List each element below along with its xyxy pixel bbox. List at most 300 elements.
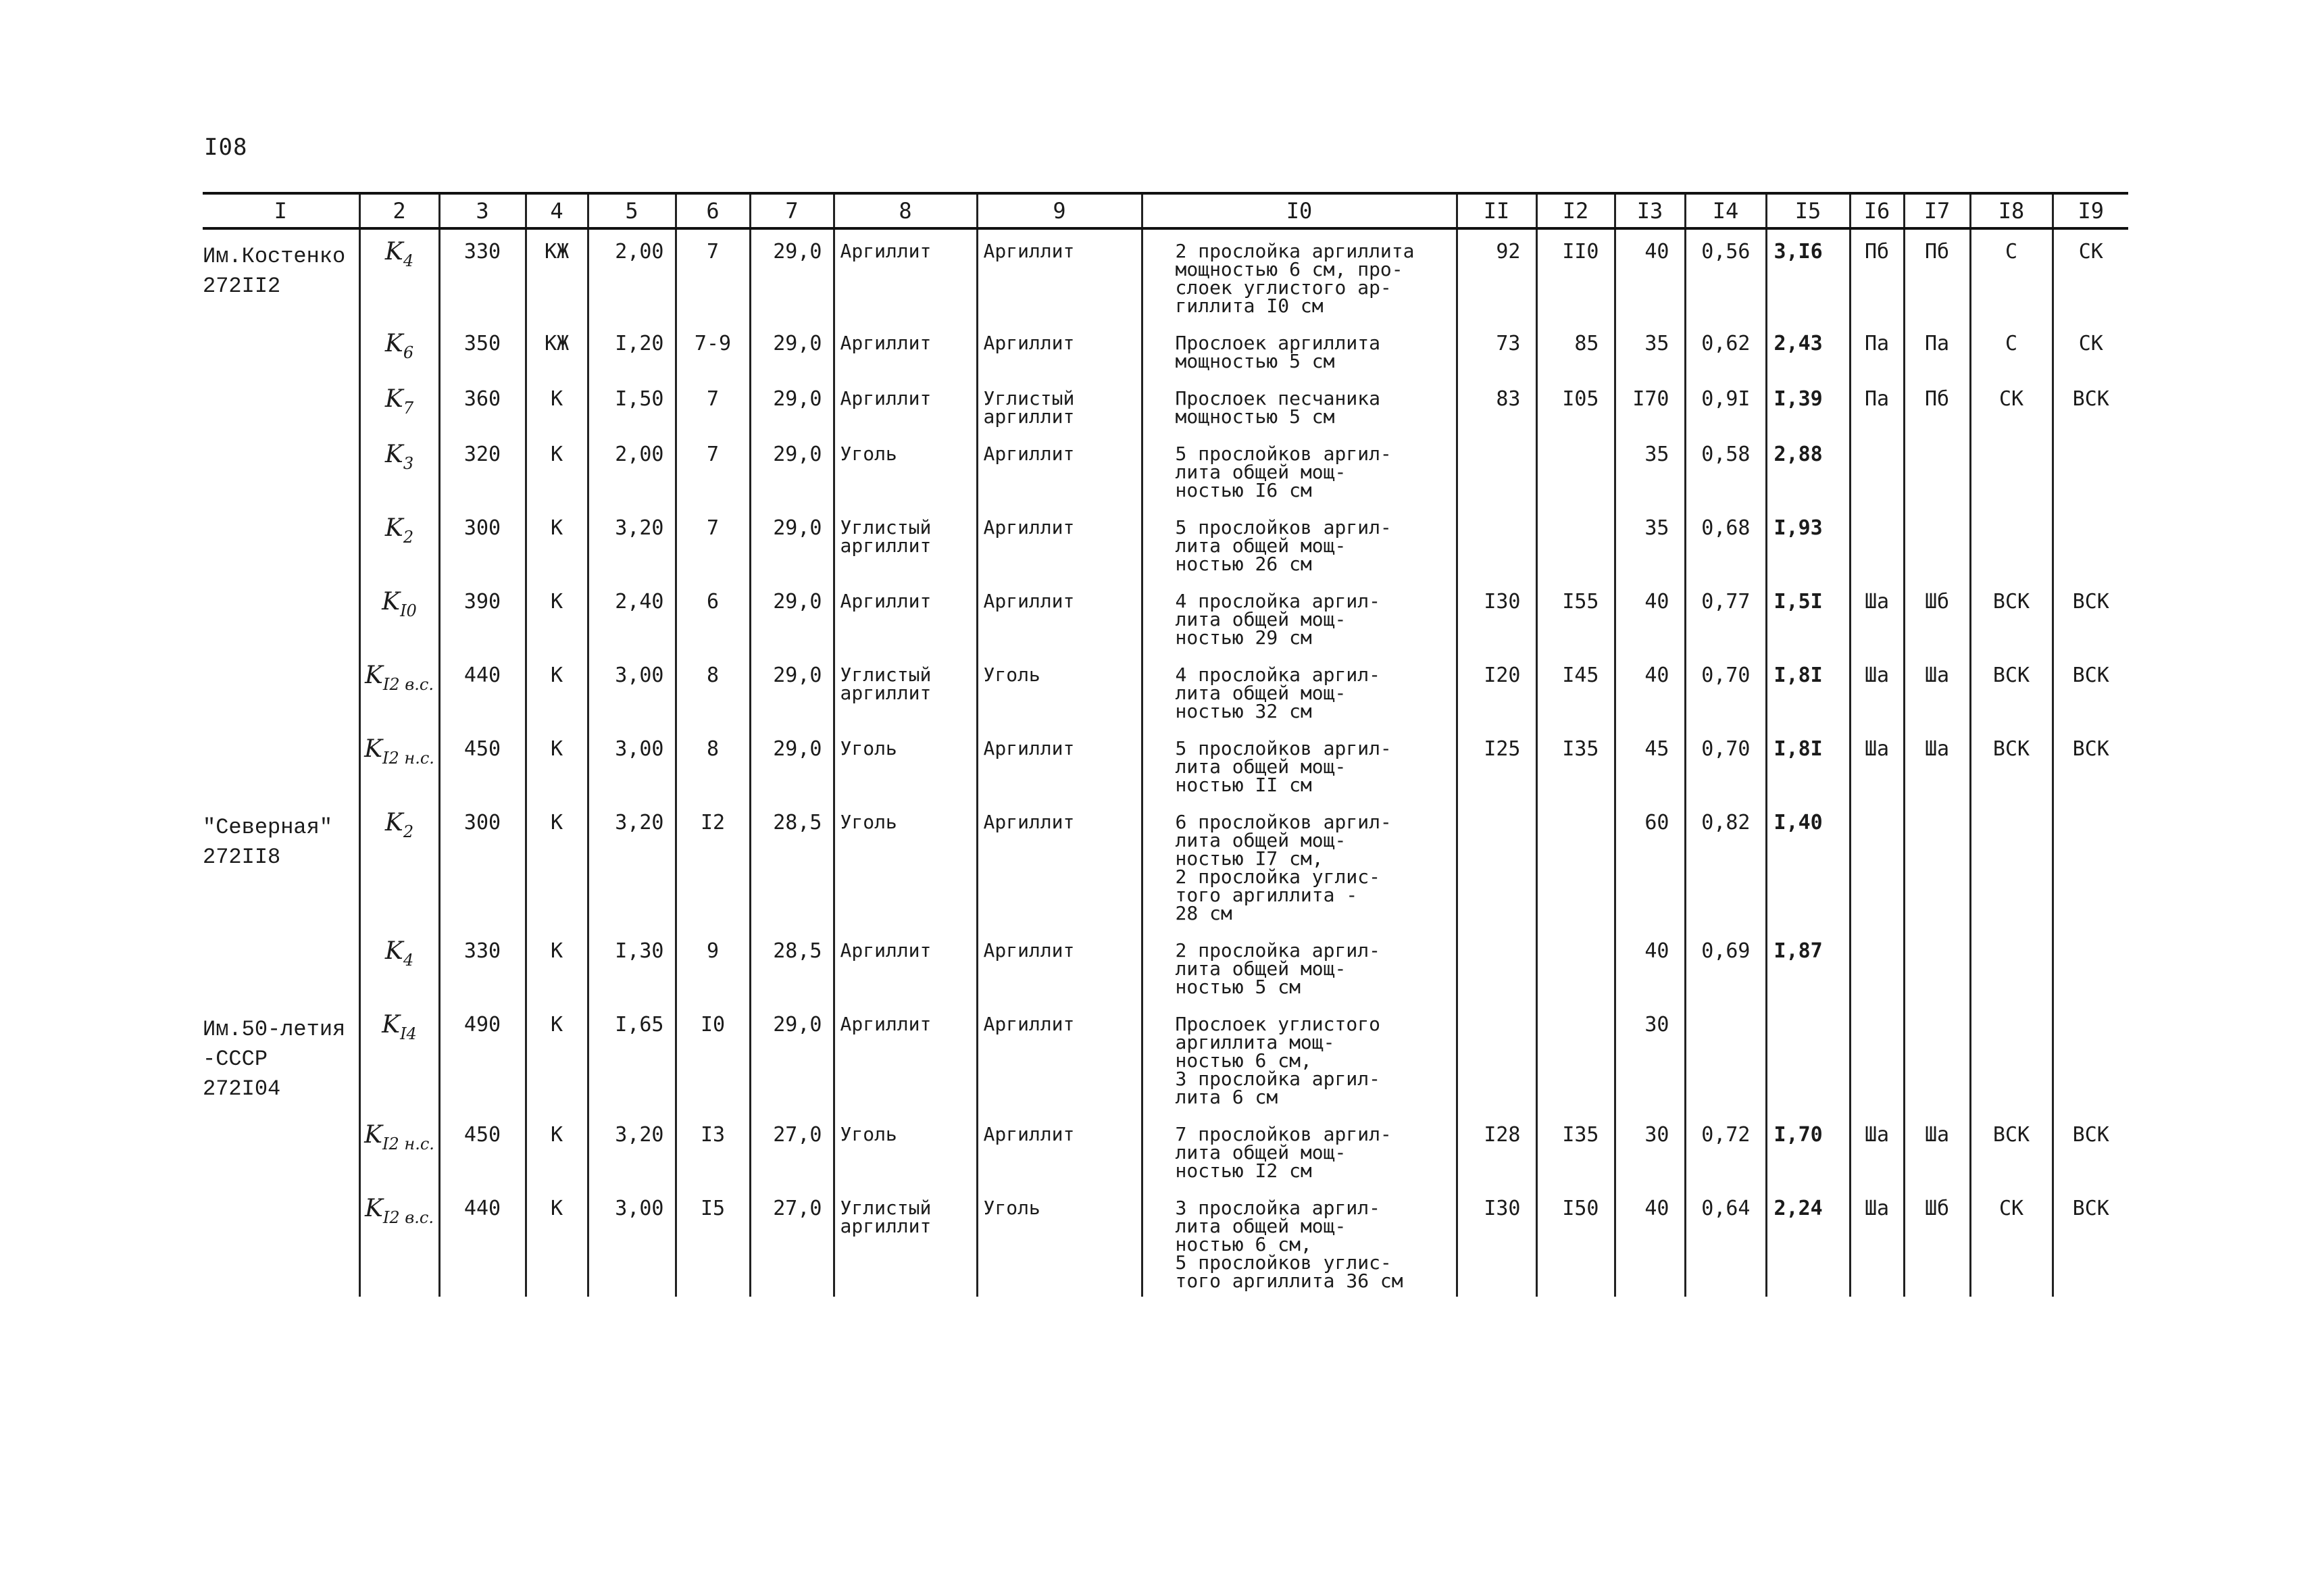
table-cell-c6: 7 [676, 432, 750, 506]
table-cell-c12 [1536, 1003, 1615, 1113]
table-cell-c6: 7 [676, 377, 750, 432]
table-cell-c14: 0,68 [1685, 506, 1766, 580]
table-cell-c11: 83 [1457, 377, 1536, 432]
header-row [203, 193, 2128, 228]
column-header-5: 5 [588, 193, 676, 228]
column-header-10: I0 [1142, 193, 1457, 228]
data-table [203, 192, 2128, 1297]
table-cell-c7: 29,0 [750, 727, 834, 801]
table-cell-c17 [1904, 1003, 1970, 1113]
table-cell-c18: ВСК [1970, 580, 2053, 653]
seam-subscript: I2 н.с. [382, 749, 434, 768]
column-header-4: 4 [526, 193, 588, 228]
table-cell-c5: 3,00 [588, 1187, 676, 1297]
table-cell-c5: 2,00 [588, 432, 676, 506]
table-cell-c10: 5 прослойков аргил- лита общей мощ- ностью 26 см [1142, 506, 1457, 580]
table-cell-c16: Ша [1850, 1113, 1904, 1187]
table-cell-c17: Па [1904, 322, 1970, 377]
table-cell-c18 [1970, 432, 2053, 506]
table-cell-c13: 40 [1615, 228, 1685, 322]
table-cell-c4: КЖ [526, 322, 588, 377]
seam-index-cell [359, 929, 439, 1003]
table-cell-c7: 27,0 [750, 1187, 834, 1297]
column-header-11: II [1457, 193, 1536, 228]
table-cell-c16: Пб [1850, 228, 1904, 322]
seam-letter: K [382, 1011, 401, 1039]
table-cell-c19: СК [2053, 322, 2128, 377]
table-cell-c11 [1457, 432, 1536, 506]
table-cell-c16: Па [1850, 377, 1904, 432]
table-cell-c6: I5 [676, 1187, 750, 1297]
table-cell-c4: КЖ [526, 228, 588, 322]
table-cell-c19 [2053, 506, 2128, 580]
table-cell-c17: Шб [1904, 580, 1970, 653]
seam-letter: K [384, 441, 403, 468]
table-cell-c19 [2053, 1003, 2128, 1113]
table-cell-c15: I,8I [1766, 653, 1850, 727]
table-cell-c3: 440 [439, 653, 526, 727]
table-cell-c15: 3,I6 [1766, 228, 1850, 322]
column-header-1: I [203, 193, 359, 228]
table-cell-c8: Углистый аргиллит [834, 653, 977, 727]
table-cell-c1 [203, 1187, 359, 1297]
column-header-12: I2 [1536, 193, 1615, 228]
table-cell-c14: 0,70 [1685, 653, 1766, 727]
table-cell-c11 [1457, 506, 1536, 580]
seam-index-cell [359, 653, 439, 727]
column-header-8: 8 [834, 193, 977, 228]
table-cell-c15: I,87 [1766, 929, 1850, 1003]
table-cell-c9: Аргиллит [977, 580, 1142, 653]
table-cell-c6: I2 [676, 801, 750, 929]
table-cell-c7: 29,0 [750, 653, 834, 727]
seam-letter: K [384, 809, 403, 837]
table-cell-c15: I,40 [1766, 801, 1850, 929]
seam-letter: K [384, 238, 403, 266]
table-cell-c8: Аргиллит [834, 1003, 977, 1113]
table-cell-c9: Аргиллит [977, 1003, 1142, 1113]
data-table-container [203, 192, 2128, 1341]
seam-index-cell [359, 432, 439, 506]
table-cell-c18 [1970, 1003, 2053, 1113]
table-cell-c9: Аргиллит [977, 432, 1142, 506]
table-cell-c5: 3,20 [588, 801, 676, 929]
table-cell-c13: 40 [1615, 580, 1685, 653]
table-row [203, 228, 2128, 322]
table-cell-c15: 2,24 [1766, 1187, 1850, 1297]
table-cell-c13: 30 [1615, 1113, 1685, 1187]
table-cell-c7: 29,0 [750, 506, 834, 580]
seam-index-cell [359, 322, 439, 377]
table-cell-c15 [1766, 1003, 1850, 1113]
table-cell-c16 [1850, 929, 1904, 1003]
table-cell-c10: 2 прослойка аргил- лита общей мощ- ностью 5 см [1142, 929, 1457, 1003]
table-cell-c12: II0 [1536, 228, 1615, 322]
table-cell-c3: 450 [439, 727, 526, 801]
table-cell-c3: 330 [439, 228, 526, 322]
table-cell-c11 [1457, 801, 1536, 929]
table-cell-c4: К [526, 506, 588, 580]
table-cell-c18: ВСК [1970, 727, 2053, 801]
table-cell-c6: 7-9 [676, 322, 750, 377]
table-cell-c1 [203, 1113, 359, 1187]
table-cell-c14: 0,64 [1685, 1187, 1766, 1297]
seam-index-cell [359, 801, 439, 929]
table-cell-c10: 4 прослойка аргил- лита общей мощ- ностью 29 см [1142, 580, 1457, 653]
table-cell-c10: 6 прослойков аргил- лита общей мощ- ностью I7 см, 2 прослойка углис- того аргиллита - 28 см [1142, 801, 1457, 929]
table-cell-c5: 3,20 [588, 506, 676, 580]
page-number: I08 [204, 134, 248, 161]
table-cell-c19: ВСК [2053, 377, 2128, 432]
table-cell-c18: СК [1970, 1187, 2053, 1297]
seam-letter: K [384, 385, 403, 413]
table-cell-c3: 300 [439, 506, 526, 580]
table-cell-c10: 4 прослойка аргил- лита общей мощ- ностью 32 см [1142, 653, 1457, 727]
seam-subscript: I0 [400, 601, 417, 620]
table-cell-c11 [1457, 1003, 1536, 1113]
table-cell-c7: 29,0 [750, 580, 834, 653]
table-cell-c8: Углистый аргиллит [834, 506, 977, 580]
table-cell-c15: I,5I [1766, 580, 1850, 653]
table-cell-c1 [203, 432, 359, 506]
table-cell-c19: ВСК [2053, 653, 2128, 727]
table-cell-c5: 3,00 [588, 727, 676, 801]
table-cell-c19: ВСК [2053, 1113, 2128, 1187]
table-cell-c12 [1536, 801, 1615, 929]
table-cell-c12 [1536, 929, 1615, 1003]
table-cell-c3: 330 [439, 929, 526, 1003]
table-cell-c12: I50 [1536, 1187, 1615, 1297]
table-cell-c19: ВСК [2053, 727, 2128, 801]
table-cell-c13: 40 [1615, 1187, 1685, 1297]
table-cell-c6: I0 [676, 1003, 750, 1113]
table-cell-c17: Шб [1904, 1187, 1970, 1297]
table-cell-c14: 0,9I [1685, 377, 1766, 432]
table-cell-c3: 390 [439, 580, 526, 653]
table-cell-c1: Им.Костенко 272II2 [203, 244, 346, 299]
table-cell-c17: Пб [1904, 228, 1970, 322]
table-cell-c4: К [526, 1113, 588, 1187]
table-row [203, 727, 2128, 801]
table-cell-c11: 73 [1457, 322, 1536, 377]
table-cell-c11: 92 [1457, 228, 1536, 322]
seam-letter: K [365, 662, 383, 689]
table-cell-c16 [1850, 432, 1904, 506]
table-cell-c7: 29,0 [750, 377, 834, 432]
column-header-13: I3 [1615, 193, 1685, 228]
table-cell-c8: Аргиллит [834, 322, 977, 377]
table-cell-c13: 45 [1615, 727, 1685, 801]
column-header-16: I6 [1850, 193, 1904, 228]
seam-subscript: 2 [403, 822, 414, 841]
table-cell-c9: Углистый аргиллит [977, 377, 1142, 432]
table-cell-c13: 60 [1615, 801, 1685, 929]
table-row [203, 506, 2128, 580]
table-cell-c8: Углистый аргиллит [834, 1187, 977, 1297]
table-cell-c3: 440 [439, 1187, 526, 1297]
column-header-9: 9 [977, 193, 1142, 228]
table-cell-c17: Пб [1904, 377, 1970, 432]
table-cell-c4: К [526, 727, 588, 801]
table-row [203, 1187, 2128, 1297]
table-cell-c15: I,70 [1766, 1113, 1850, 1187]
table-cell-c10: 5 прослойков аргил- лита общей мощ- ностью I6 см [1142, 432, 1457, 506]
table-cell-c17 [1904, 929, 1970, 1003]
table-cell-c1 [203, 322, 359, 377]
table-cell-c12: I55 [1536, 580, 1615, 653]
table-cell-c1 [203, 653, 359, 727]
table-cell-c10: Прослоек углистого аргиллита мощ- ностью 6 см, 3 прослойка аргил- лита 6 см [1142, 1003, 1457, 1113]
seam-subscript: I2 в.с. [382, 1208, 434, 1227]
column-header-18: I8 [1970, 193, 2053, 228]
table-cell-c5: I,30 [588, 929, 676, 1003]
table-row [203, 801, 2128, 929]
column-header-7: 7 [750, 193, 834, 228]
table-cell-c9: Аргиллит [977, 929, 1142, 1003]
table-cell-c4: К [526, 580, 588, 653]
table-cell-c10: 3 прослойка аргил- лита общей мощ- ностью 6 см, 5 прослойков углис- того аргиллита 36 см [1142, 1187, 1457, 1297]
table-cell-c19 [2053, 929, 2128, 1003]
seam-index-cell [359, 377, 439, 432]
column-header-14: I4 [1685, 193, 1766, 228]
column-header-3: 3 [439, 193, 526, 228]
table-cell-c14: 0,58 [1685, 432, 1766, 506]
table-cell-c14: 0,82 [1685, 801, 1766, 929]
table-cell-c16: Ша [1850, 727, 1904, 801]
table-cell-c7: 28,5 [750, 801, 834, 929]
table-cell-c8: Аргиллит [834, 228, 977, 322]
table-cell-c11: I25 [1457, 727, 1536, 801]
table-cell-c19: ВСК [2053, 1187, 2128, 1297]
seam-subscript: 4 [403, 251, 414, 270]
table-cell-c12: I35 [1536, 1113, 1615, 1187]
table-cell-c17: Ша [1904, 653, 1970, 727]
table-cell-c1: Им.50-летия -СССР 272I04 [203, 1017, 346, 1101]
table-cell-c18: ВСК [1970, 1113, 2053, 1187]
table-cell-c4: К [526, 801, 588, 929]
table-cell-c13: 35 [1615, 506, 1685, 580]
table-cell-c4: К [526, 653, 588, 727]
table-cell-c4: К [526, 377, 588, 432]
table-cell-c5: 3,00 [588, 653, 676, 727]
table-cell-c16 [1850, 801, 1904, 929]
seam-subscript: 2 [403, 528, 414, 547]
table-cell-c17 [1904, 506, 1970, 580]
table-cell-c7: 29,0 [750, 322, 834, 377]
table-cell-c14: 0,70 [1685, 727, 1766, 801]
table-cell-c6: 9 [676, 929, 750, 1003]
table-cell-c12 [1536, 506, 1615, 580]
table-cell-c8: Уголь [834, 1113, 977, 1187]
table-cell-c5: 3,20 [588, 1113, 676, 1187]
table-cell-c16: Ша [1850, 580, 1904, 653]
seam-letter: K [365, 1195, 383, 1222]
seam-letter: K [382, 588, 401, 616]
table-cell-c9: Аргиллит [977, 801, 1142, 929]
column-header-2: 2 [359, 193, 439, 228]
table-cell-c16: Ша [1850, 653, 1904, 727]
seam-index-cell [359, 727, 439, 801]
table-row [203, 1003, 2128, 1113]
table-cell-c6: 8 [676, 727, 750, 801]
table-cell-c19 [2053, 801, 2128, 929]
table-cell-c13: I70 [1615, 377, 1685, 432]
table-cell-c7: 29,0 [750, 1003, 834, 1113]
table-cell-c19 [2053, 432, 2128, 506]
table-cell-c3: 490 [439, 1003, 526, 1113]
table-cell-c14: 0,72 [1685, 1113, 1766, 1187]
table-cell-c3: 320 [439, 432, 526, 506]
seam-subscript: 7 [403, 399, 414, 418]
table-cell-c13: 40 [1615, 929, 1685, 1003]
seam-subscript: 4 [403, 951, 414, 970]
table-cell-c13: 35 [1615, 432, 1685, 506]
table-cell-c3: 450 [439, 1113, 526, 1187]
table-cell-c12: I45 [1536, 653, 1615, 727]
seam-index-cell [359, 1187, 439, 1297]
table-cell-c8: Уголь [834, 432, 977, 506]
table-cell-c13: 35 [1615, 322, 1685, 377]
table-cell-c14 [1685, 1003, 1766, 1113]
table-cell-c18: ВСК [1970, 653, 2053, 727]
seam-index-cell [359, 1003, 439, 1113]
table-cell-c9: Аргиллит [977, 322, 1142, 377]
table-cell-c3: 300 [439, 801, 526, 929]
table-cell-c14: 0,77 [1685, 580, 1766, 653]
table-cell-c16: Ша [1850, 1187, 1904, 1297]
column-header-6: 6 [676, 193, 750, 228]
table-cell-c5: 2,40 [588, 580, 676, 653]
table-cell-c5: I,50 [588, 377, 676, 432]
table-cell-c17: Ша [1904, 1113, 1970, 1187]
column-header-19: I9 [2053, 193, 2128, 228]
table-cell-c14: 0,62 [1685, 322, 1766, 377]
table-cell-c15: I,39 [1766, 377, 1850, 432]
table-cell-c11: I30 [1457, 580, 1536, 653]
table-cell-c9: Аргиллит [977, 1113, 1142, 1187]
table-cell-c15: 2,43 [1766, 322, 1850, 377]
table-cell-c8: Аргиллит [834, 377, 977, 432]
seam-index-cell [359, 506, 439, 580]
table-cell-c6: 7 [676, 506, 750, 580]
table-body [203, 228, 2128, 1297]
table-row [203, 1113, 2128, 1187]
table-cell-c9: Уголь [977, 653, 1142, 727]
table-cell-c17: Ша [1904, 727, 1970, 801]
table-cell-c4: К [526, 432, 588, 506]
table-cell-c16 [1850, 1003, 1904, 1113]
table-cell-c15: I,8I [1766, 727, 1850, 801]
table-cell-c8: Аргиллит [834, 580, 977, 653]
table-cell-c15: 2,88 [1766, 432, 1850, 506]
table-cell-c18 [1970, 801, 2053, 929]
table-cell-c3: 350 [439, 322, 526, 377]
table-cell-c9: Аргиллит [977, 506, 1142, 580]
table-cell-c12: I35 [1536, 727, 1615, 801]
table-row [203, 580, 2128, 653]
seam-index-cell [359, 228, 439, 322]
table-row [203, 929, 2128, 1003]
table-cell-c10: 2 прослойка аргиллита мощностью 6 см, про- слоек углистого ар- гиллита I0 см [1142, 228, 1457, 322]
seam-letter: K [384, 937, 403, 965]
table-cell-c9: Аргиллит [977, 727, 1142, 801]
table-cell-c7: 29,0 [750, 432, 834, 506]
seam-subscript: I2 в.с. [382, 675, 434, 694]
table-cell-c14: 0,56 [1685, 228, 1766, 322]
table-cell-c11: I20 [1457, 653, 1536, 727]
table-cell-c1: "Северная" 272II8 [203, 815, 333, 870]
table-cell-c13: 40 [1615, 653, 1685, 727]
table-cell-c8: Уголь [834, 801, 977, 929]
table-cell-c16 [1850, 506, 1904, 580]
table-cell-c13: 30 [1615, 1003, 1685, 1113]
table-cell-c9: Аргиллит [977, 228, 1142, 322]
seam-letter: K [384, 330, 403, 357]
seam-subscript: I2 н.с. [382, 1134, 434, 1153]
table-cell-c1 [203, 377, 359, 432]
table-cell-c14: 0,69 [1685, 929, 1766, 1003]
table-cell-c12: 85 [1536, 322, 1615, 377]
table-cell-c18: С [1970, 228, 2053, 322]
table-cell-c19: СК [2053, 228, 2128, 322]
table-row [203, 432, 2128, 506]
seam-index-cell [359, 1113, 439, 1187]
table-cell-c5: I,20 [588, 322, 676, 377]
table-row [203, 377, 2128, 432]
seam-subscript: 3 [403, 454, 414, 473]
table-cell-c18 [1970, 929, 2053, 1003]
table-cell-c12: I05 [1536, 377, 1615, 432]
table-cell-c11: I30 [1457, 1187, 1536, 1297]
seam-letter: K [384, 514, 403, 542]
table-cell-c16: Па [1850, 322, 1904, 377]
seam-subscript: 6 [403, 343, 414, 362]
table-cell-c8: Уголь [834, 727, 977, 801]
table-cell-c6: I3 [676, 1113, 750, 1187]
seam-letter: K [364, 735, 382, 763]
table-cell-c6: 8 [676, 653, 750, 727]
table-cell-c7: 28,5 [750, 929, 834, 1003]
table-cell-c5: 2,00 [588, 228, 676, 322]
table-cell-c18 [1970, 506, 2053, 580]
seam-subscript: I4 [400, 1024, 417, 1043]
table-cell-c1 [203, 580, 359, 653]
table-cell-c10: 5 прослойков аргил- лита общей мощ- ностью II см [1142, 727, 1457, 801]
table-cell-c1 [203, 727, 359, 801]
table-cell-c15: I,93 [1766, 506, 1850, 580]
table-row [203, 653, 2128, 727]
table-cell-c6: 6 [676, 580, 750, 653]
table-cell-c7: 29,0 [750, 228, 834, 322]
table-cell-c6: 7 [676, 228, 750, 322]
table-cell-c7: 27,0 [750, 1113, 834, 1187]
table-cell-c3: 360 [439, 377, 526, 432]
table-cell-c1 [203, 506, 359, 580]
table-cell-c19: ВСК [2053, 580, 2128, 653]
table-cell-c11: I28 [1457, 1113, 1536, 1187]
table-cell-c10: Прослоек аргиллита мощностью 5 см [1142, 322, 1457, 377]
table-cell-c9: Уголь [977, 1187, 1142, 1297]
table-cell-c10: 7 прослойков аргил- лита общей мощ- ностью I2 см [1142, 1113, 1457, 1187]
table-cell-c18: СК [1970, 377, 2053, 432]
table-row [203, 322, 2128, 377]
table-cell-c17 [1904, 432, 1970, 506]
table-cell-c5: I,65 [588, 1003, 676, 1113]
table-cell-c8: Аргиллит [834, 929, 977, 1003]
table-cell-c4: К [526, 929, 588, 1003]
column-header-15: I5 [1766, 193, 1850, 228]
seam-letter: K [364, 1121, 382, 1149]
